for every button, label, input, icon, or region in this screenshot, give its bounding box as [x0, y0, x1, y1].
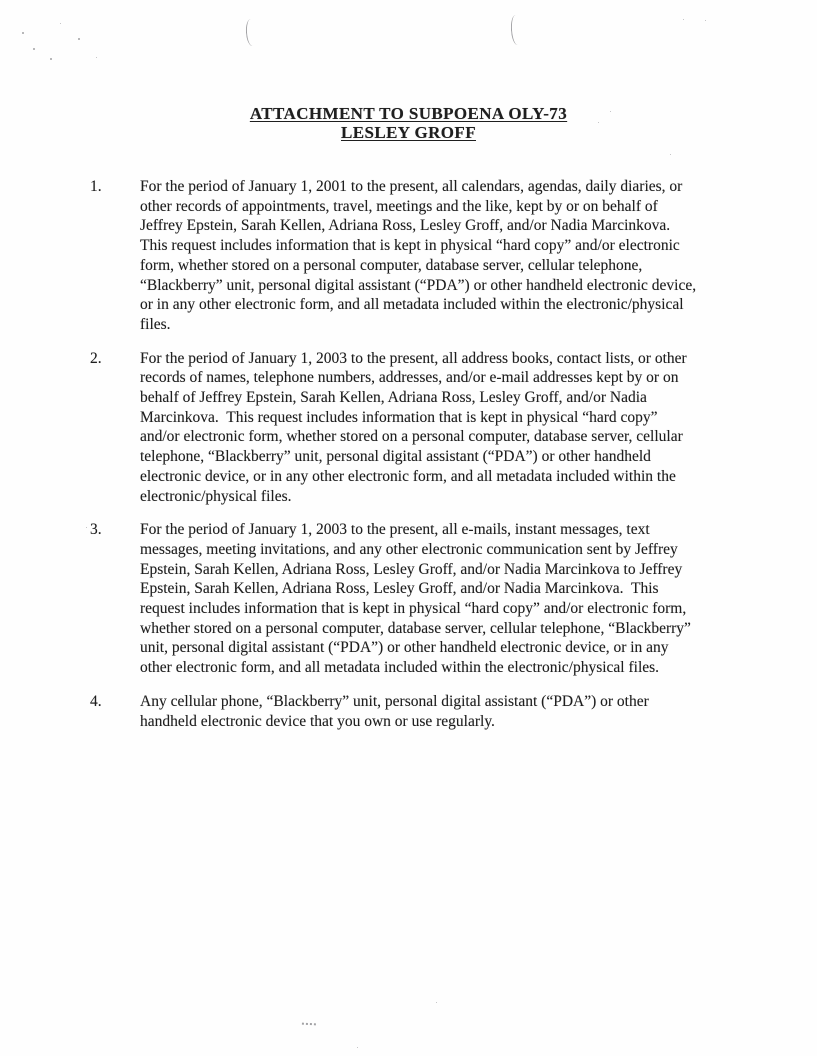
paragraph-line: files. — [140, 315, 171, 333]
scan-artifact-speck — [357, 1047, 358, 1048]
request-item-4 — [90, 692, 770, 731]
scan-artifact-speck — [683, 19, 684, 20]
item-text — [140, 349, 770, 507]
item-text — [140, 520, 770, 678]
paragraph-line: Jeffrey Epstein, Sarah Kellen, Adriana Ross, Lesley Groff, and/or Nadia Marcinkova. — [140, 217, 671, 235]
item-text — [140, 692, 770, 731]
item-number: 2. — [90, 349, 102, 367]
paragraph-line: electronic/physical files. — [140, 487, 292, 505]
paragraph-line: whether stored on a personal computer, database server, cellular telephone, “Blackberry” — [140, 619, 691, 637]
scan-artifact-speck — [670, 154, 671, 155]
scan-artifact-speck — [78, 38, 80, 40]
paragraph-line: For the period of January 1, 2003 to the present, all address books, contact lists, or other — [140, 349, 687, 367]
paragraph-line: or in any other electronic form, and all metadata included within the electronic/physical — [140, 296, 684, 314]
paragraph-line: records of names, telephone numbers, addresses, and/or e-mail addresses kept by or on — [140, 369, 679, 387]
paragraph-line: Marcinkova. This request includes information that is kept in physical “hard copy” — [140, 408, 658, 426]
scan-artifact-speck — [86, 527, 87, 528]
paragraph-line: request includes information that is kept in physical “hard copy” and/or electronic form, — [140, 600, 687, 618]
paragraph-line: For the period of January 1, 2003 to the present, all e-mails, instant messages, text — [140, 521, 650, 539]
item-text — [140, 177, 770, 335]
scan-artifact-speck — [22, 32, 24, 34]
paragraph-line: form, whether stored on a personal computer, database server, cellular telephone, — [140, 256, 643, 274]
paragraph-line: Any cellular phone, “Blackberry” unit, personal digital assistant (“PDA”) or other — [140, 692, 649, 710]
item-number: 1. — [90, 178, 102, 195]
paragraph-line: behalf of Jeffrey Epstein, Sarah Kellen, Adriana Ross, Lesley Groff, and/or Nadia — [140, 389, 647, 407]
document-body — [90, 177, 770, 745]
scan-artifact-squiggle — [302, 1020, 316, 1026]
paragraph-line: unit, personal digital assistant (“PDA”) or other handheld electronic device, or in any — [140, 639, 669, 657]
scan-artifact-paren-mark — [510, 15, 523, 46]
paragraph-line: other records of appointments, travel, meetings and the like, kept by or on behalf of — [140, 197, 658, 215]
scan-artifact-speck — [33, 48, 35, 50]
document-title-line-1: ATTACHMENT TO SUBPOENA OLY-73 — [249, 104, 568, 123]
scan-artifact-speck — [96, 57, 97, 58]
request-item-3 — [90, 520, 770, 678]
paragraph-line: Epstein, Sarah Kellen, Adriana Ross, Lesley Groff, and/or Nadia Marcinkova. This — [140, 580, 659, 598]
document-title — [0, 104, 817, 142]
document-title-line-2: LESLEY GROFF — [341, 123, 476, 142]
scan-artifact-speck — [60, 23, 61, 24]
paragraph-line: and/or electronic form, whether stored on a personal computer, database server, cellular — [140, 428, 683, 446]
paragraph-line: electronic device, or in any other electronic form, and all metadata included within the — [140, 467, 676, 485]
paragraph-line: telephone, “Blackberry” unit, personal digital assistant (“PDA”) or other handheld — [140, 448, 651, 466]
paragraph-line: other electronic form, and all metadata included within the electronic/physical files. — [140, 659, 660, 677]
request-item-1 — [90, 177, 770, 335]
scan-artifact-speck — [436, 1002, 437, 1003]
paragraph-line: “Blackberry” unit, personal digital assistant (“PDA”) or other handheld electronic device, — [140, 276, 697, 294]
item-number: 4. — [90, 692, 102, 710]
item-number: 3. — [90, 521, 102, 539]
paragraph-line: For the period of January 1, 2001 to the present, all calendars, agendas, daily diaries, or — [140, 178, 683, 195]
scan-artifact-paren-mark — [245, 19, 258, 47]
paragraph-line: Epstein, Sarah Kellen, Adriana Ross, Lesley Groff, and/or Nadia Marcinkova to Jeffrey — [140, 560, 683, 578]
scan-artifact-speck — [705, 20, 706, 21]
paragraph-line: messages, meeting invitations, and any other electronic communication sent by Jeffrey — [140, 540, 678, 558]
paragraph-line: This request includes information that is kept in physical “hard copy” and/or electronic — [140, 237, 680, 255]
request-item-2 — [90, 349, 770, 507]
scan-artifact-speck — [50, 58, 52, 60]
paragraph-line: handheld electronic device that you own or use regularly. — [140, 712, 495, 730]
